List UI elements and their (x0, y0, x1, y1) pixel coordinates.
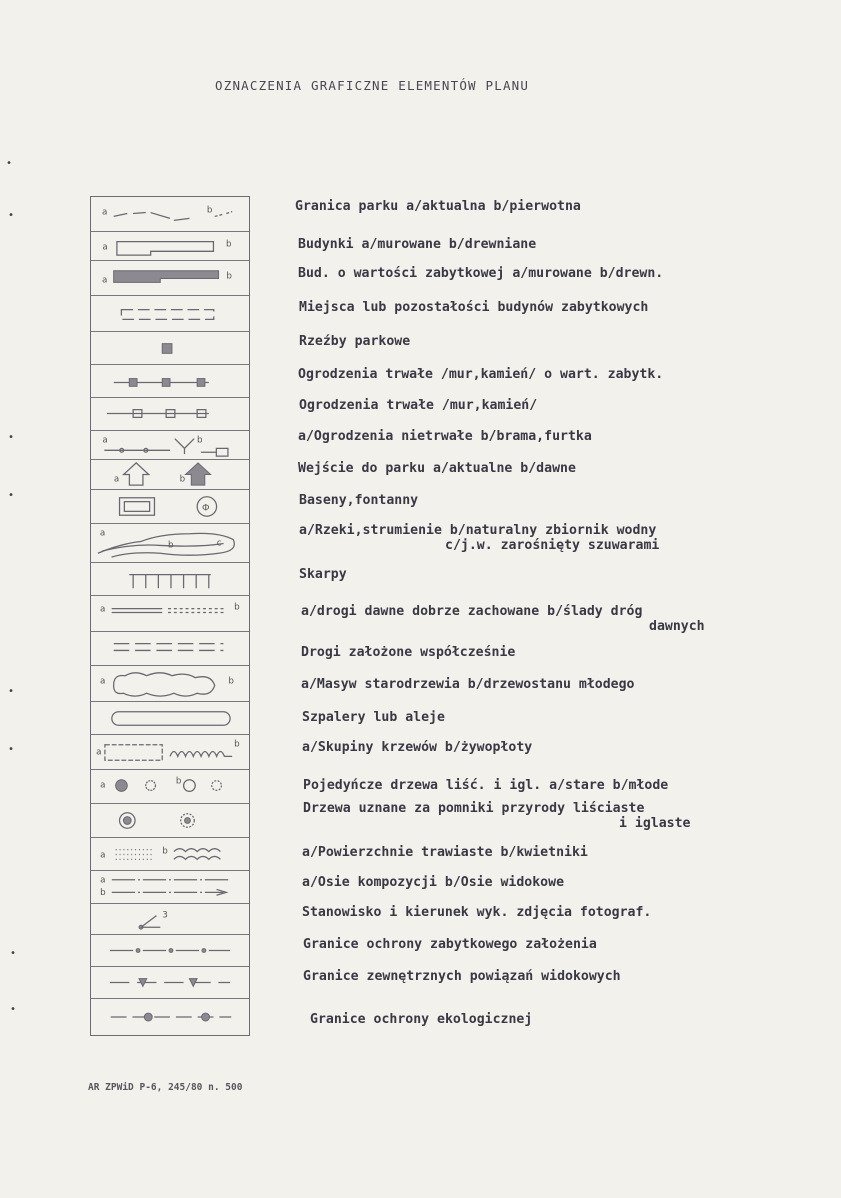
symbol-lawns-flowerbeds (91, 838, 249, 871)
margin-mark: • (8, 432, 15, 443)
legend-label-12: Skarpy (299, 567, 347, 582)
legend-label-13: a/drogi dawne dobrze zachowane b/ślady dróg dawnych (301, 604, 705, 634)
legend-label-23: Granice ochrony zabytkowego założenia (303, 937, 597, 952)
svg-text:b: b (228, 676, 234, 687)
svg-text:3: 3 (162, 910, 168, 921)
legend-label-19: Drzewa uznane za pomniki przyrody liściaste i iglaste (303, 801, 691, 831)
legend-label-8: a/Ogrodzenia nietrwałe b/brama,furtka (298, 429, 592, 444)
archive-stamp: AR ZPWiD P-6, 245/80 n. 500 (88, 1082, 243, 1093)
legend-label-3: Bud. o wartości zabytkowej a/murowane b/drewn. (298, 266, 664, 281)
legend-label-9: Wejście do parku a/aktualne b/dawne (298, 461, 576, 476)
symbol-building-remains (91, 296, 249, 332)
symbol-escarpments (91, 563, 249, 596)
symbol-single-trees (91, 770, 249, 804)
svg-text:b: b (234, 739, 240, 750)
legend-label-22: Stanowisko i kierunek wyk. zdjęcia fotograf. (302, 905, 652, 920)
symbol-pools-fountains (91, 490, 249, 524)
legend-label-1: Granica parku a/aktualna b/pierwotna (295, 199, 581, 214)
svg-text:a: a (100, 780, 106, 791)
legend-label-2: Budynki a/murowane b/drewniane (298, 237, 537, 252)
symbol-fence-temporary (91, 431, 249, 460)
svg-text:Ф: Ф (202, 503, 210, 514)
symbol-historic-protection (91, 935, 249, 967)
svg-text:a: a (100, 875, 106, 886)
symbol-fence-permanent (91, 398, 249, 431)
svg-text:b: b (100, 888, 106, 899)
margin-mark: • (8, 490, 15, 501)
svg-text:a: a (102, 435, 108, 446)
svg-text:a: a (100, 604, 106, 615)
svg-text:b: b (226, 239, 232, 250)
legend-label-15: a/Masyw starodrzewia b/drzewostanu młodego (301, 677, 635, 692)
symbol-modern-roads (91, 632, 249, 666)
svg-text:a: a (113, 474, 120, 485)
svg-text:c: c (216, 538, 222, 549)
legend-label-18: Pojedyńcze drzewa liść. i igl. a/stare b/młode (303, 778, 669, 793)
symbol-monument-trees (91, 804, 249, 838)
svg-text:a: a (100, 850, 106, 861)
legend-label-16: Szpalery lub aleje (302, 710, 445, 725)
legend-label-24: Granice zewnętrznych powiązań widokowych (303, 969, 621, 984)
margin-mark: • (8, 210, 15, 221)
symbol-photo-station (91, 904, 249, 935)
legend-label-10: Baseny,fontanny (299, 493, 419, 508)
svg-text:b: b (206, 205, 213, 216)
svg-text:b: b (197, 435, 203, 446)
margin-mark: • (6, 158, 13, 169)
legend-label-11: a/Rzeki,strumienie b/naturalny zbiornik wodny c/j.w. zarośnięty szuwarami (299, 523, 660, 553)
symbol-axes (91, 871, 249, 904)
symbol-old-roads (91, 596, 249, 632)
legend-label-25: Granice ochrony ekologicznej (310, 1012, 533, 1027)
legend-label-17: a/Skupiny krzewów b/żywopłoty (302, 740, 533, 755)
legend-label-14: Drogi założone współcześnie (301, 645, 516, 660)
symbol-buildings (91, 232, 249, 261)
svg-text:a: a (100, 676, 106, 687)
svg-text:a: a (96, 747, 102, 758)
symbol-shrubs-hedges (91, 735, 249, 770)
svg-text:a: a (99, 528, 106, 539)
legend-label-20: a/Powierzchnie trawiaste b/kwietniki (302, 845, 588, 860)
legend-symbol-table (90, 196, 250, 1036)
margin-mark: • (8, 744, 15, 755)
page-title: OZNACZENIA GRAFICZNE ELEMENTÓW PLANU (215, 78, 530, 93)
legend-label-21: a/Osie kompozycji b/Osie widokowe (302, 875, 565, 890)
legend-label-4: Miejsca lub pozostałości budynów zabytkowych (299, 300, 649, 315)
svg-text:b: b (162, 846, 168, 857)
svg-text:a: a (102, 242, 108, 253)
symbol-rivers-ponds (91, 524, 249, 563)
symbol-park-entrance (91, 460, 249, 490)
svg-text:b: b (179, 474, 186, 485)
margin-mark: • (10, 1004, 17, 1015)
symbol-old-trees (91, 666, 249, 702)
symbol-view-relations (91, 967, 249, 999)
svg-text:b: b (234, 602, 240, 613)
symbol-ecological-protection (91, 999, 249, 1037)
svg-text:a: a (102, 207, 108, 218)
legend-label-7: Ogrodzenia trwałe /mur,kamień/ (299, 398, 538, 413)
svg-text:b: b (168, 540, 174, 551)
symbol-sculptures (91, 332, 249, 365)
margin-mark: • (10, 948, 17, 959)
margin-mark: • (8, 686, 15, 697)
svg-text:a: a (102, 275, 108, 286)
symbol-park-boundary (91, 197, 249, 232)
svg-text:b: b (226, 271, 232, 282)
svg-text:b: b (175, 776, 182, 787)
legend-label-5: Rzeźby parkowe (299, 334, 411, 349)
symbol-fence-historic (91, 365, 249, 398)
symbol-historic-buildings (91, 261, 249, 296)
symbol-avenues (91, 702, 249, 735)
legend-label-6: Ogrodzenia trwałe /mur,kamień/ o wart. zabytk. (298, 367, 664, 382)
